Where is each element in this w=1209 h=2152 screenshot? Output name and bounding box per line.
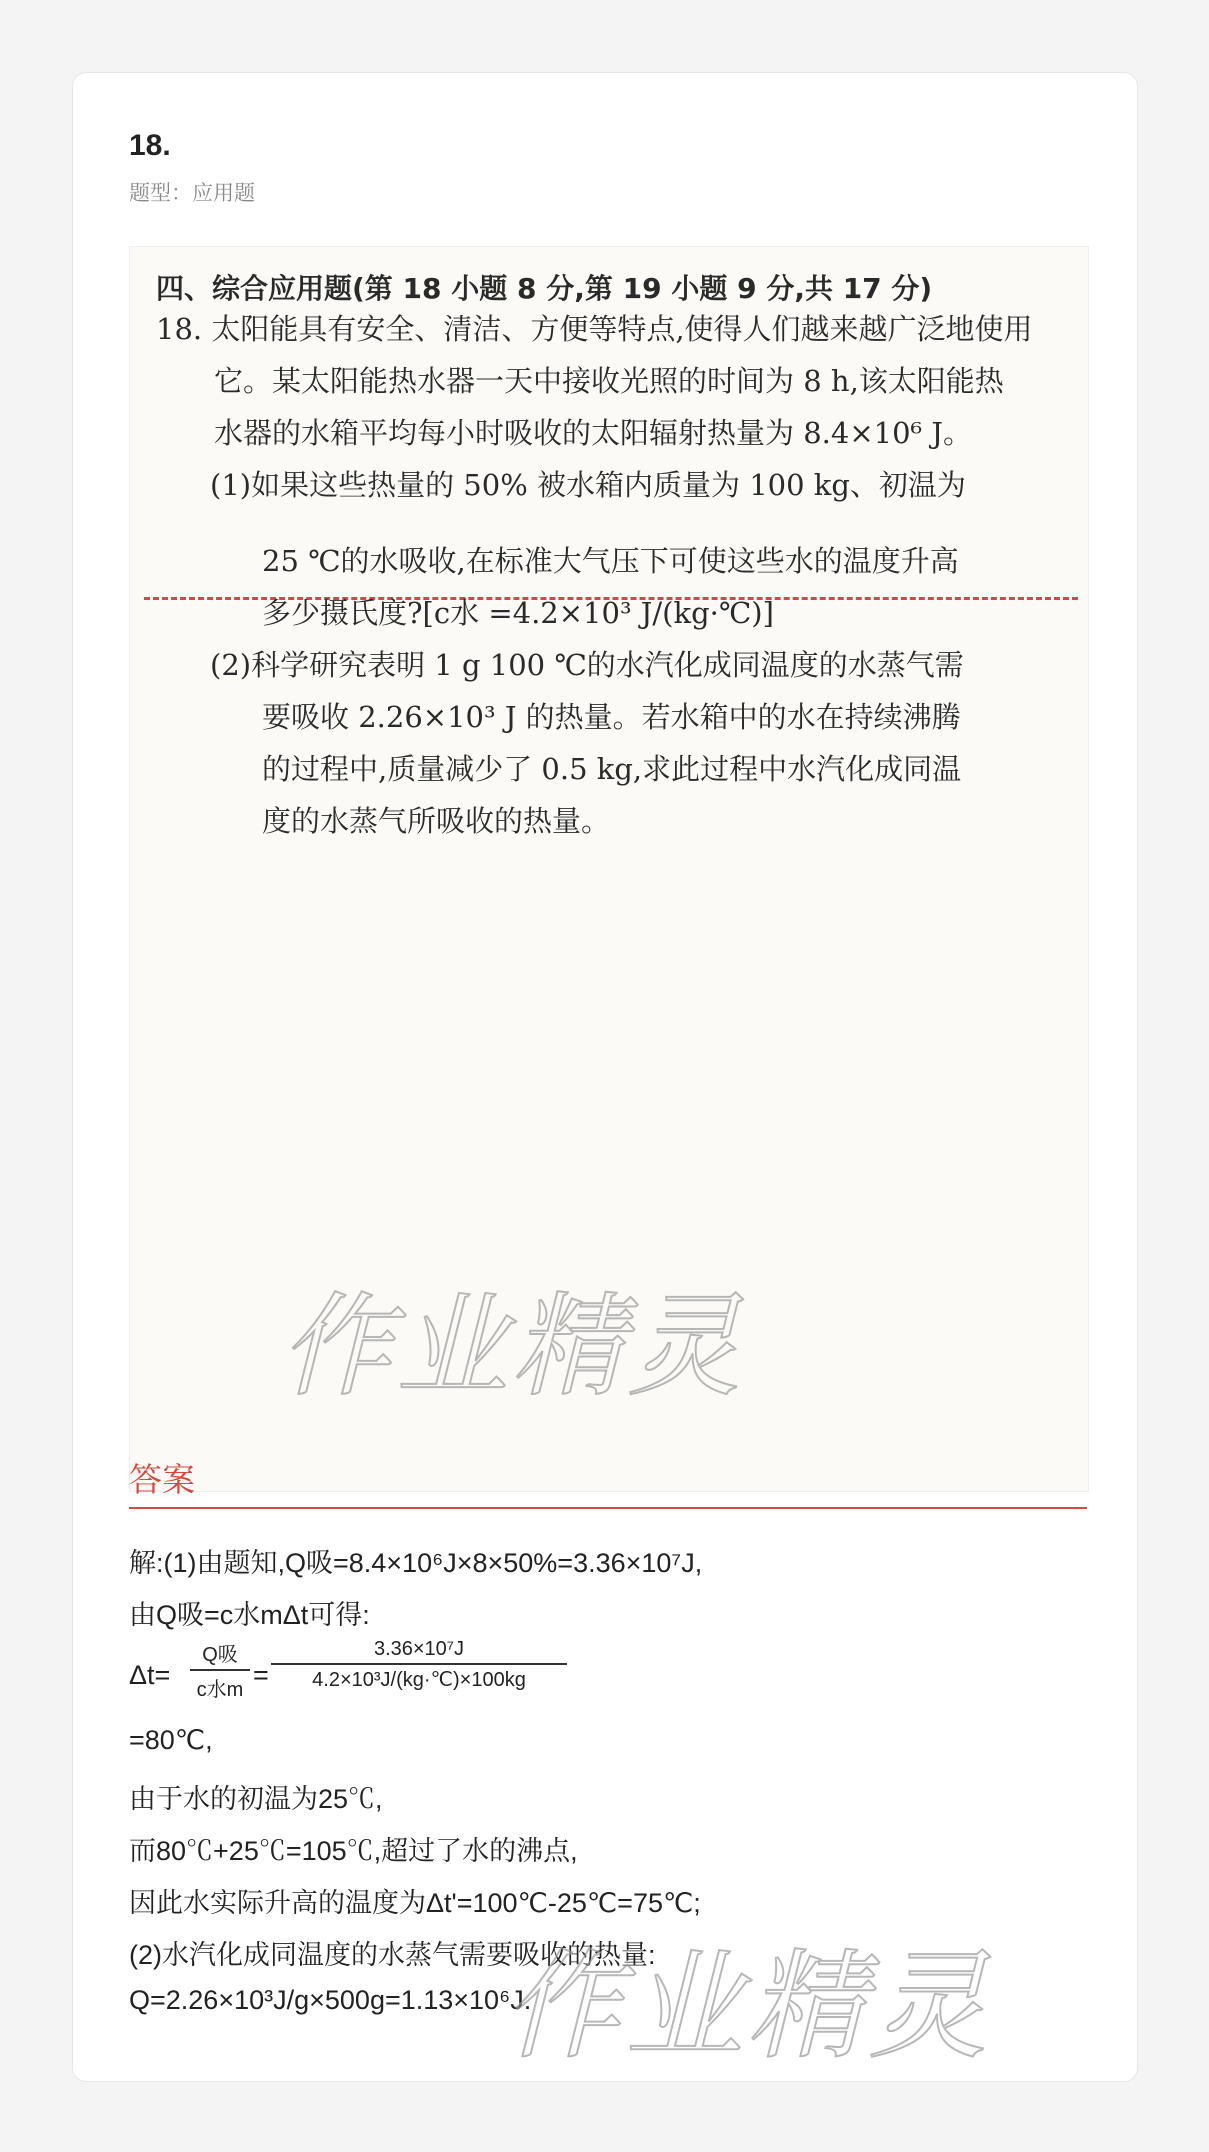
formula-equals: =	[253, 1660, 269, 1690]
fraction-bar	[271, 1663, 567, 1665]
answer-line: 解:(1)由题知,Q吸=8.4×10⁶J×8×50%=3.36×10⁷J,	[129, 1548, 703, 1578]
formula-lhs: Δt=	[129, 1660, 171, 1690]
answer-watermark-logo: 作业精灵	[503, 1937, 992, 2075]
watermark-logo: 作业精灵	[280, 1282, 744, 1412]
formula-fraction-2	[271, 1638, 567, 1692]
question-scan-image	[129, 246, 1089, 1492]
scan-line: (2)科学研究表明 1 g 100 ℃的水汽化成同温度的水蒸气需	[210, 648, 964, 682]
formula-fraction-1	[190, 1638, 250, 1702]
scan-line: 18. 太阳能具有安全、清洁、方便等特点,使得人们越来越广泛地使用	[156, 312, 1033, 346]
scan-line: 它。某太阳能热水器一天中接收光照的时间为 8 h,该太阳能热	[214, 364, 1004, 398]
scan-line: 度的水蒸气所吸收的热量。	[262, 804, 611, 838]
scan-line: 水器的水箱平均每小时吸收的太阳辐射热量为 8.4×10⁶ J。	[214, 416, 973, 450]
scan-line: 25 ℃的水吸收,在标准大气压下可使这些水的温度升高	[262, 544, 959, 578]
scan-line: 的过程中,质量减少了 0.5 kg,求此过程中水汽化成同温	[262, 752, 962, 786]
fraction-bar	[190, 1669, 250, 1671]
fraction-denominator: 4.2×10³J/(kg·℃)×100kg	[312, 1669, 526, 1691]
answer-line: 而80℃+25℃=105℃,超过了水的沸点,	[129, 1836, 578, 1866]
question-type-label: 题型：应用题	[129, 181, 255, 205]
question-number: 18.	[129, 129, 171, 162]
fraction-denominator: c水m	[196, 1679, 244, 1701]
answer-line: Q=2.26×10³J/g×500g=1.13×10⁶J.	[129, 1985, 532, 2015]
scan-line: 要吸收 2.26×10³ J 的热量。若水箱中的水在持续沸腾	[262, 700, 961, 734]
answer-line: =80℃,	[129, 1725, 213, 1755]
answer-line: 因此水实际升高的温度为Δt'=100℃-25℃=75℃;	[129, 1888, 701, 1918]
scan-line: 多少摄氏度?[c水 =4.2×10³ J/(kg·℃)]	[262, 596, 774, 630]
fraction-numerator: 3.36×10⁷J	[373, 1638, 465, 1660]
answer-divider	[129, 1507, 1087, 1509]
scan-line: (1)如果这些热量的 50% 被水箱内质量为 100 kg、初温为	[210, 468, 966, 502]
answer-line: 由于水的初温为25℃,	[129, 1784, 383, 1814]
scan-heading: 四、综合应用题(第 18 小题 8 分,第 19 小题 9 分,共 17 分)	[156, 272, 933, 305]
answer-heading: 答案	[129, 1460, 195, 1499]
answer-line: 由Q吸=c水mΔt可得:	[129, 1600, 370, 1630]
question-card	[72, 72, 1138, 2082]
fraction-numerator: Q吸	[202, 1644, 238, 1666]
answer-line: (2)水汽化成同温度的水蒸气需要吸收的热量:	[129, 1940, 656, 1970]
